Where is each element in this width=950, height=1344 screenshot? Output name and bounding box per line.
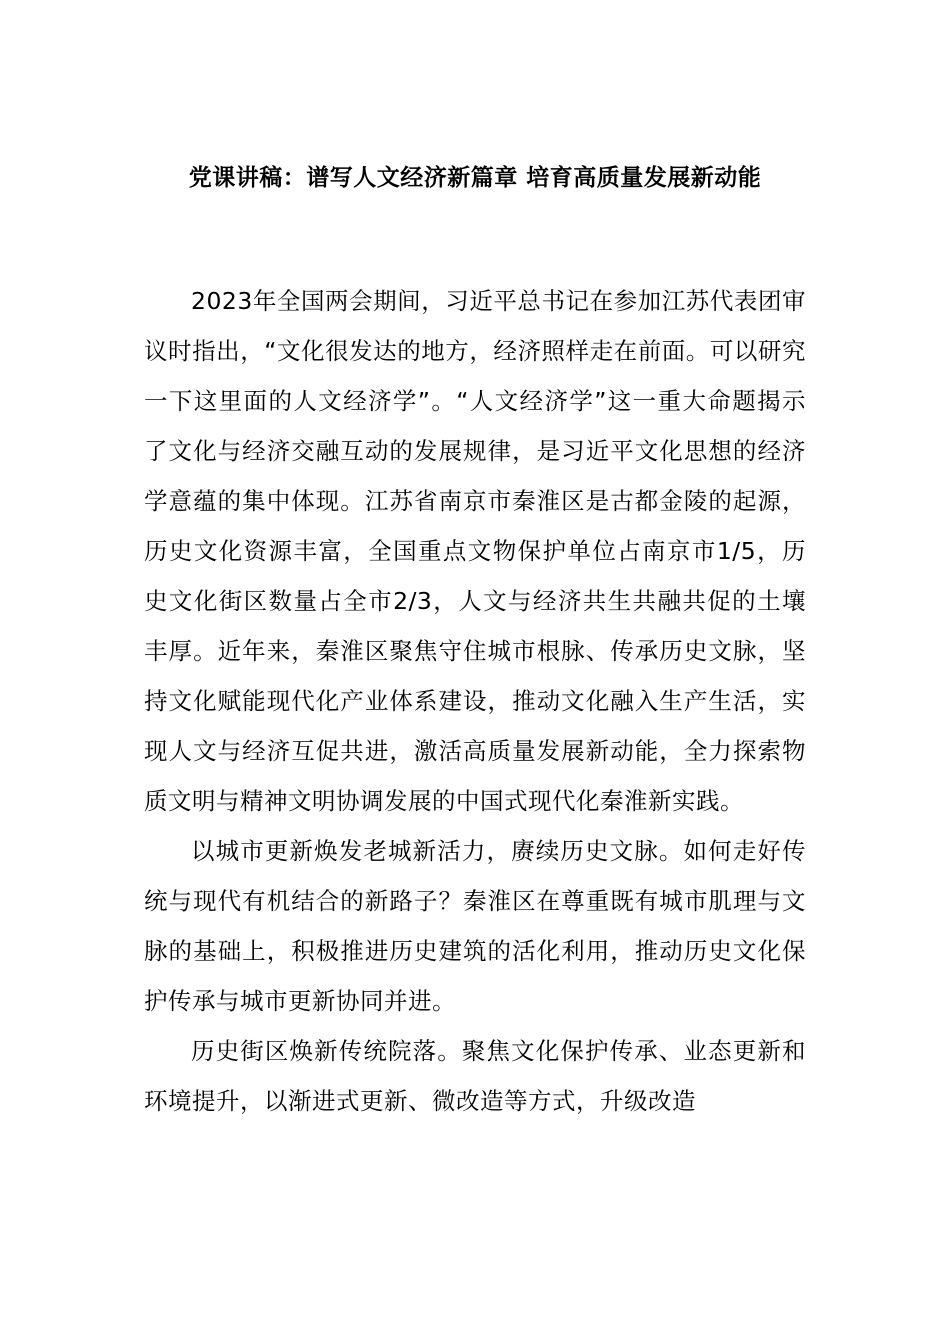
paragraph-2: 以城市更新焕发老城新活力，赓续历史文脉。如何走好传统与现代有机结合的新路子？秦淮区在尊重既有城市肌理与文脉的基础上，积极推进历史建筑的活化利用，推动历史文化保护传承与城市更新协同并进。 [144, 837, 806, 1015]
paragraph-1: 2023年全国两会期间，习近平总书记在参加江苏代表团审议时指出，“文化很发达的地方，经济照样走在前面。可以研究一下这里面的人文经济学”。“人文经济学”这一重大命题揭示了文化与经济交融互动的发展规律，是习近平文化思想的经济学意蕴的集中体现。江苏省南京市秦淮区是古都金陵的起源，历史文化资源丰富，全国重点文物保护单位占南京市1/5，历史文化街区数量占全市2/3，人文与经济共生共融共促的土壤丰厚。近年来，秦淮区聚焦守住城市根脉、传承历史文脉，坚持文化赋能现代化产业体系建设，推动文化融入生产生活，实现人文与经济互促共进，激活高质量发展新动能，全力探索物质文明与精神文明协调发展的中国式现代化秦淮新实践。 [144, 287, 806, 815]
paragraph-3: 历史街区焕新传统院落。聚焦文化保护传承、业态更新和环境提升，以渐进式更新、微改造等方式，升级改造 [144, 1037, 806, 1115]
document-title: 党课讲稿：谱写人文经济新篇章 培育高质量发展新动能 [188, 165, 762, 191]
document-body [144, 276, 806, 1126]
